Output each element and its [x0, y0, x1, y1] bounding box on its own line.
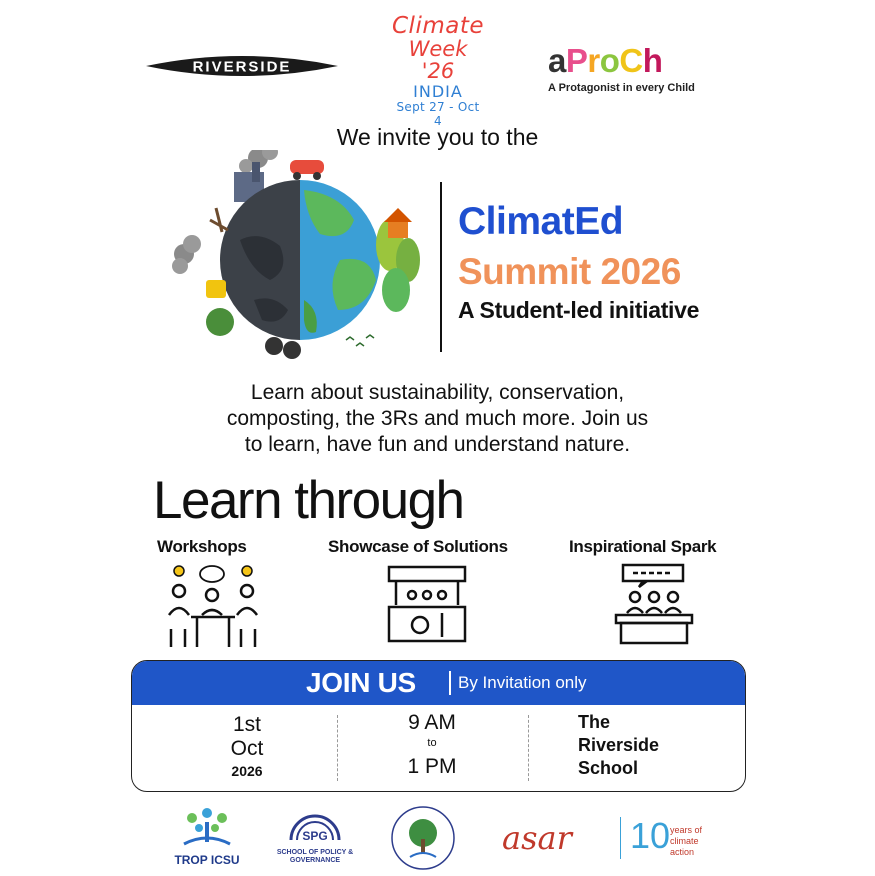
asar-tagline-line: years of: [670, 825, 703, 835]
aproch-letter-a: a: [548, 42, 566, 79]
venue-line: Riverside: [578, 735, 660, 755]
activity-label-workshops: Workshops: [157, 537, 247, 556]
aproch-letter-o: o: [599, 42, 620, 79]
aproch-letter-C: C: [619, 42, 643, 79]
event-date-month: Oct: [230, 737, 264, 760]
asar-wordmark: asar: [502, 819, 572, 857]
join-us-header-bar: [132, 661, 745, 705]
join-us-title: JOIN US: [306, 667, 416, 698]
climate-week-logo: [392, 13, 485, 128]
aproch-logo: [548, 43, 708, 94]
event-date-day: 1st: [232, 713, 261, 736]
showcase-stall-icon: [386, 563, 468, 645]
trop-icsu-text: TROP ICSU: [174, 853, 240, 867]
venue-line: The: [578, 712, 611, 732]
spg-subtitle-1: SCHOOL OF POLICY &: [276, 849, 354, 856]
panel-talk-icon: [613, 563, 695, 645]
event-time-to: to: [427, 737, 437, 749]
column-divider: [528, 715, 530, 781]
description-line: Learn about sustainability, conservation,: [250, 381, 625, 404]
riverside-logo: [146, 52, 338, 80]
climate-educators-network-logo: [390, 805, 456, 871]
event-time-start: 9 AM: [408, 711, 456, 734]
aproch-letter-P: P: [565, 42, 588, 79]
activity-label-showcase: Showcase of Solutions: [328, 537, 508, 556]
summit-title-line1: ClimatEd: [458, 200, 624, 243]
aproch-letter-h: h: [642, 42, 663, 79]
description-line: to learn, have fun and understand nature.: [244, 433, 631, 456]
asar-tagline: [670, 825, 722, 858]
asar-logo: [502, 815, 722, 865]
join-us-card: [131, 660, 746, 792]
column-divider: [337, 715, 339, 781]
climate-week-line2: Week '26: [408, 37, 468, 83]
spg-logo: [270, 810, 360, 870]
trop-icsu-logo: [172, 808, 242, 868]
event-year: 2026: [231, 763, 263, 779]
invite-text: We invite you to the: [336, 124, 539, 150]
description-line: composting, the 3Rs and much more. Join us: [226, 407, 649, 430]
asar-tagline-line: climate action: [670, 836, 699, 857]
climate-week-dates: Sept 27 - Oct 4: [396, 100, 480, 128]
event-time-end: 1 PM: [407, 755, 457, 778]
title-divider: [440, 182, 442, 352]
aproch-letter-r: r: [587, 42, 600, 79]
event-date: [212, 713, 282, 761]
workshop-icon: [165, 563, 260, 651]
spg-text: SPG: [302, 829, 328, 843]
venue-line: School: [578, 758, 639, 778]
asar-years-number: 10: [630, 815, 671, 856]
activity-label-inspirational: Inspirational Spark: [569, 537, 717, 556]
spg-subtitle-2: GOVERNANCE: [289, 857, 341, 864]
summit-tagline: A Student-led initiative: [458, 297, 700, 323]
aproch-tagline: A Protagonist in every Child: [548, 82, 695, 94]
climate-week-line3: INDIA: [413, 82, 463, 101]
join-us-separator: [449, 671, 451, 695]
riverside-logo-text: RIVERSIDE: [192, 58, 292, 76]
description: [0, 380, 875, 458]
climate-week-line1: Climate: [392, 13, 485, 39]
learn-heading: Learn through: [153, 471, 464, 530]
earth-illustration: [170, 150, 440, 370]
asar-divider: [620, 817, 621, 859]
event-venue: [578, 711, 659, 780]
summit-title-line2: Summit 2026: [458, 251, 681, 292]
join-us-subtitle: By Invitation only: [458, 673, 587, 692]
